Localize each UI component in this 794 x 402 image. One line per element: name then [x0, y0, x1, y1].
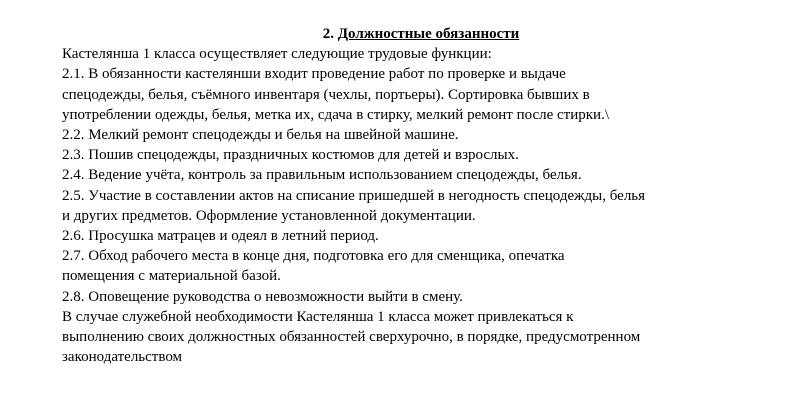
closing-line: выполнению своих должностных обязанностей сверхурочно, в порядке, предусмотренном — [62, 329, 641, 346]
section-number: 2. — [322, 26, 334, 42]
closing-line: законодательством — [62, 349, 183, 366]
text-line: 2.1. В обязанности кастелянши входит проведение работ по проверке и выдаче — [62, 66, 566, 83]
document-body — [62, 24, 762, 367]
section-title: Должностные обязанности — [337, 26, 520, 42]
text-line: помещения с материальной базой. — [62, 268, 281, 285]
text-line: 2.7. Обход рабочего места в конце дня, подготовка его для сменщика, опечатка — [62, 248, 565, 265]
text-line: 2.3. Пошив спецодежды, праздничных костюмов для детей и взрослых. — [62, 147, 519, 164]
text-line: 2.4. Ведение учёта, контроль за правильным использованием спецодежды, белья. — [62, 167, 582, 184]
text-line: спецодежды, белья, съёмного инвентаря (чехлы, портьеры). Сортировка бывших в — [62, 86, 590, 103]
text-line: употреблении одежды, белья, метка их, сдача в стирку, мелкий ремонт после стирки.\ — [62, 106, 609, 123]
text-line: 2.2. Мелкий ремонт спецодежды и белья на швейной машине. — [62, 127, 459, 144]
text-line: и других предметов. Оформление установленной документации. — [62, 207, 476, 224]
section-heading — [62, 24, 662, 44]
text-line: 2.8. Оповещение руководства о невозможности выйти в смену. — [62, 288, 463, 305]
text-line: 2.5. Участие в составлении актов на списание пришедшей в негодность спецодежды, белья — [62, 187, 646, 204]
closing-line: В случае служебной необходимости Кастелянша 1 класса может привлекаться к — [62, 308, 574, 325]
intro-line: Кастелянша 1 класса осуществляет следующие трудовые функции: — [62, 46, 492, 63]
text-line: 2.6. Просушка матрацев и одеял в летний период. — [62, 228, 379, 245]
